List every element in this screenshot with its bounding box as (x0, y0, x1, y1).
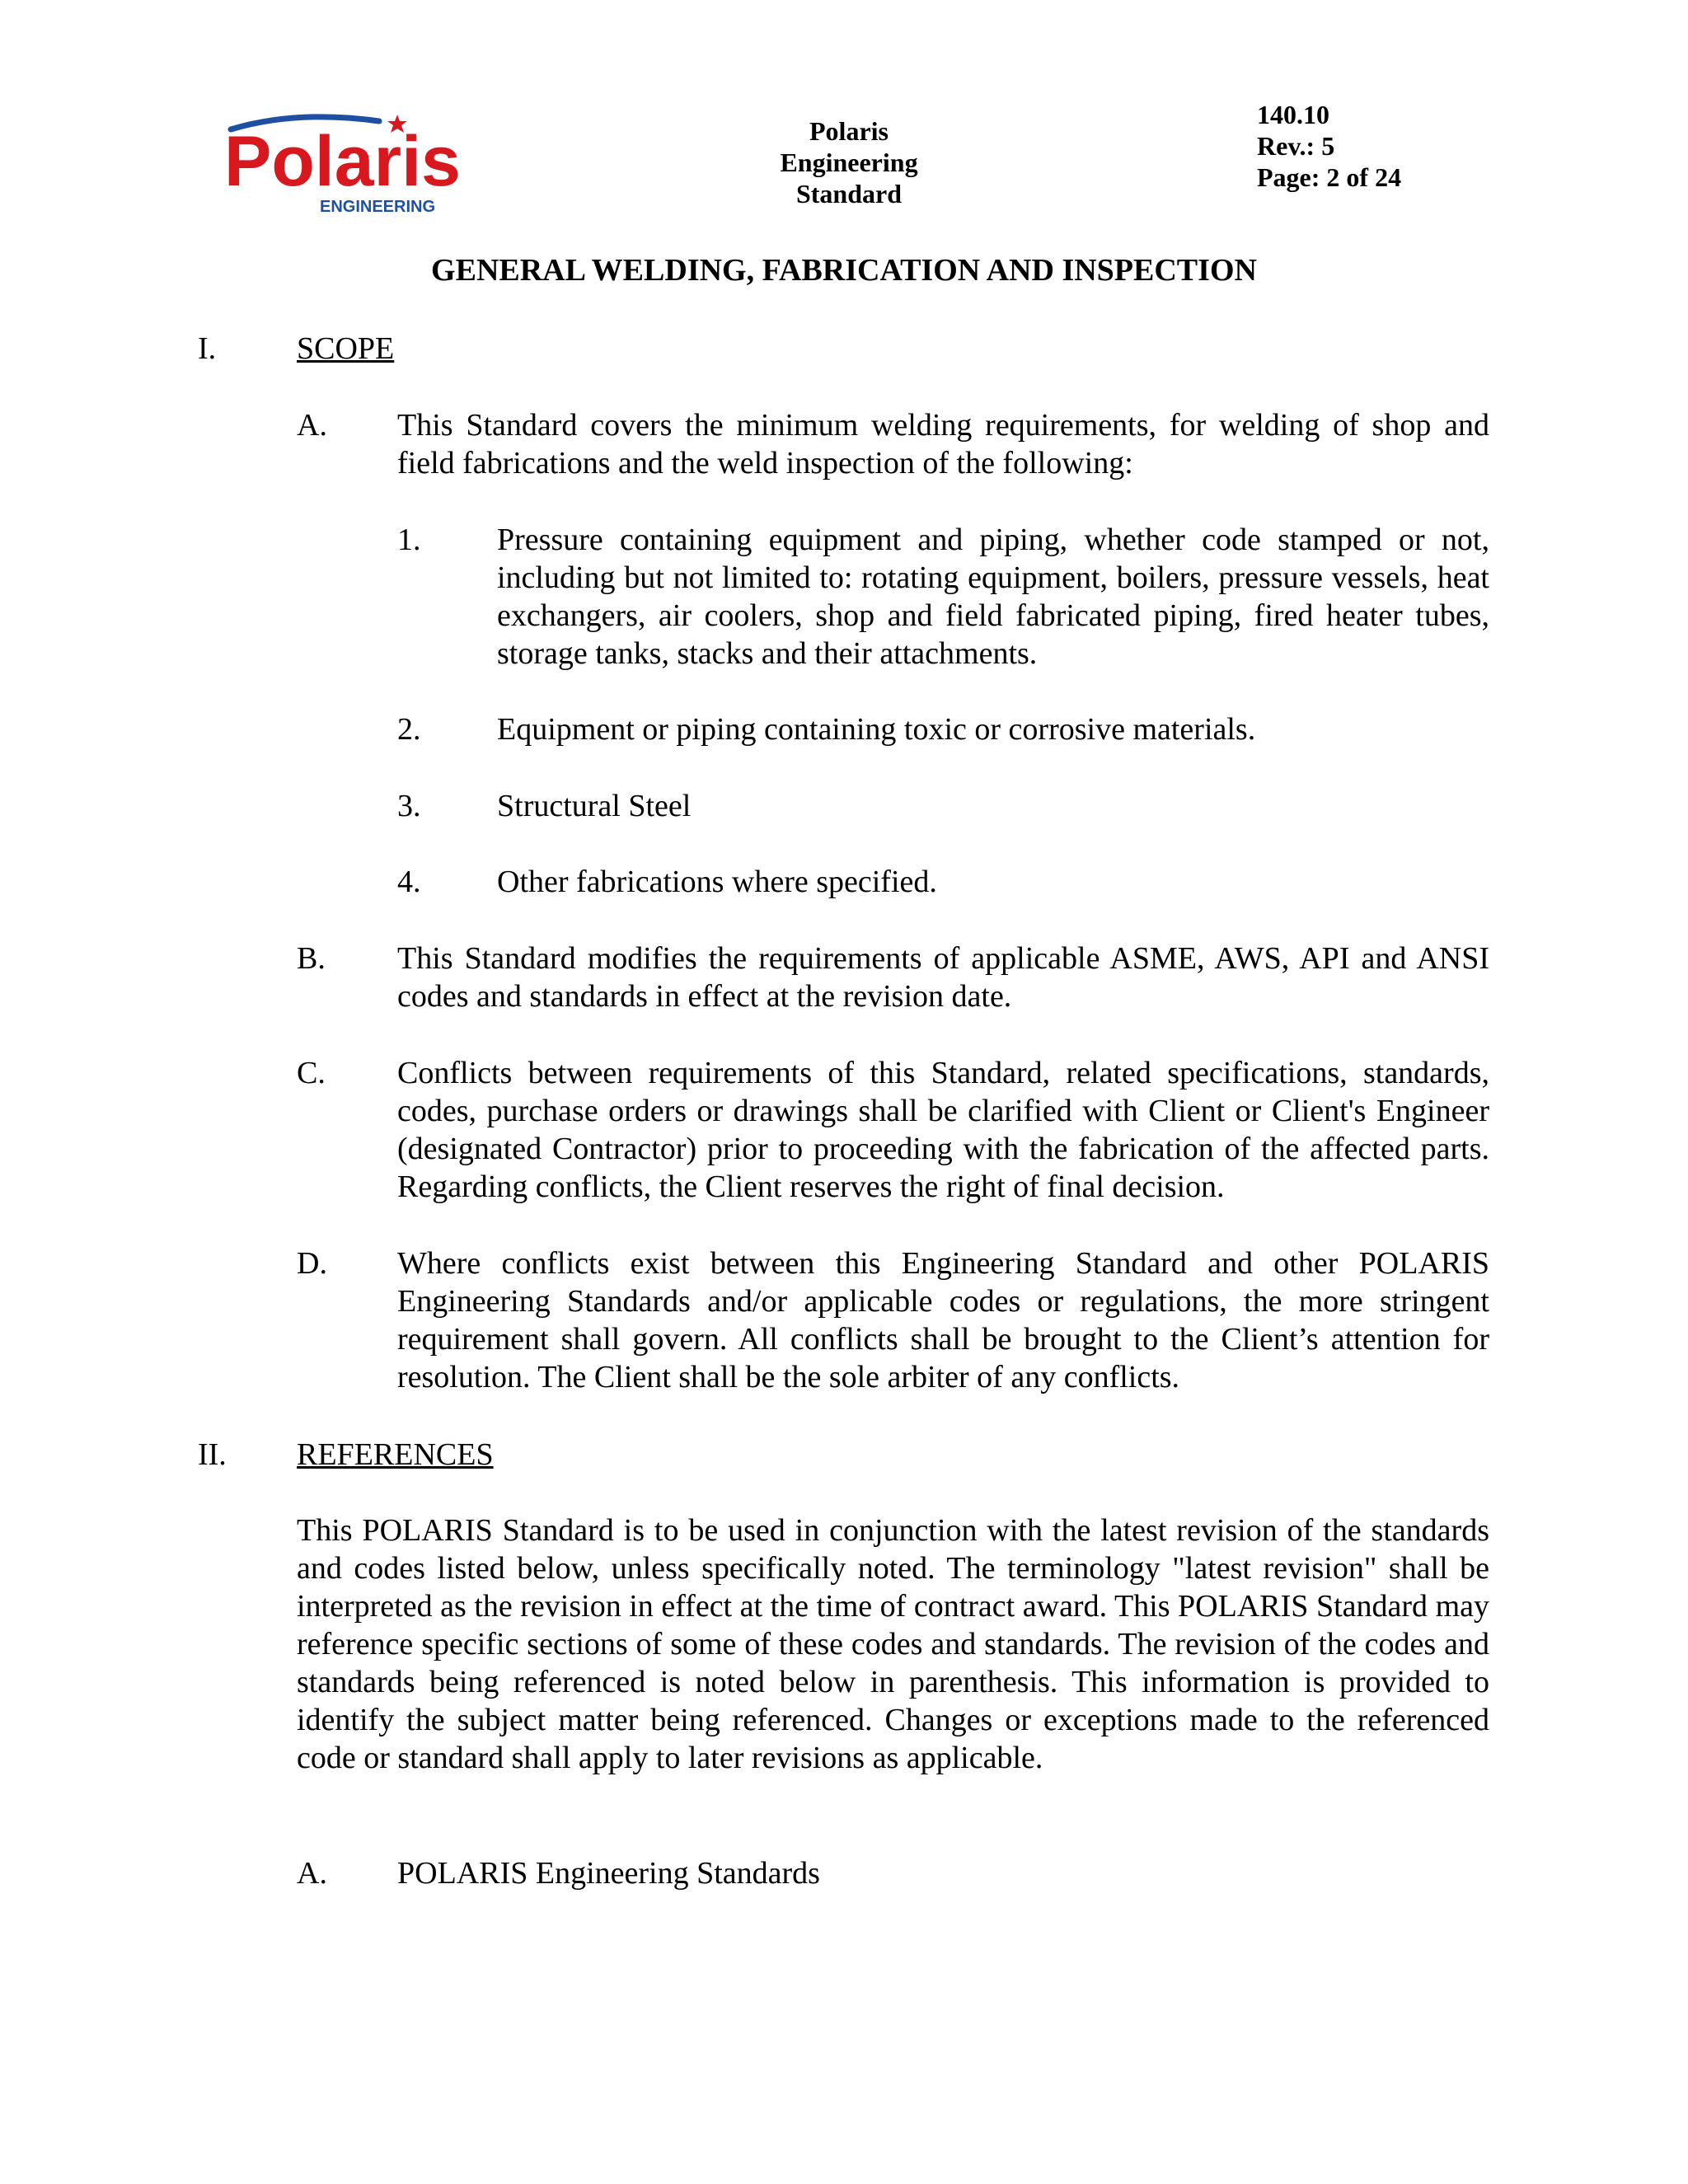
header-standard-label (725, 115, 973, 209)
scope-d-label: D. (297, 1246, 327, 1281)
company-logo (223, 111, 461, 216)
references-a-label: A. (297, 1856, 327, 1891)
scope-a-text: This Standard covers the minimum welding requirements, for welding of shop and field fabrications and the weld inspection of the following: (397, 408, 1489, 480)
scope-item-1-text: Pressure containing equipment and piping, whether code stamped or not, including but not limited to: rotating equipment, boilers, pressure vessels, heat exchangers, air coolers, shop and field fabricated piping, fired heater tubes, storage tanks, stacks and their attachments. (497, 523, 1489, 671)
scope-item-2-label: 2. (397, 712, 421, 747)
header-line-2: Engineering (780, 148, 918, 177)
document-title: GENERAL WELDING, FABRICATION AND INSPECTION (431, 253, 1257, 288)
scope-item-4-text: Other fabrications where specified. (497, 865, 937, 899)
scope-item-1-label: 1. (397, 523, 421, 557)
header-doc-info (1257, 99, 1471, 193)
logo-wordmark: Polaris (224, 122, 461, 201)
doc-number: 140.10 (1257, 100, 1329, 129)
polaris-logo-icon (223, 111, 461, 216)
scope-item-4-label: 4. (397, 865, 421, 899)
scope-item-2-text: Equipment or piping containing toxic or corrosive materials. (497, 712, 1256, 747)
section-heading-scope: SCOPE (297, 331, 395, 366)
scope-d-text: Where conflicts exist between this Engineering Standard and other POLARIS Engineering Standards and/or applicable codes or regulations, the more stringent requirement shall govern. All conflicts shall be brought to the Client’s attention for resolution. The Client shall be the sole arbiter of any conflicts. (397, 1246, 1489, 1394)
section-heading-references: REFERENCES (297, 1437, 494, 1472)
section-number-scope: I. (198, 331, 217, 366)
scope-b-label: B. (297, 941, 326, 976)
logo-subtext: ENGINEERING (320, 198, 436, 216)
doc-page: Page: 2 of 24 (1257, 162, 1402, 192)
header-line-1: Polaris (809, 116, 889, 146)
scope-c-label: C. (297, 1056, 326, 1090)
references-a-text: POLARIS Engineering Standards (397, 1856, 820, 1891)
scope-item-3-label: 3. (397, 789, 421, 823)
header-line-3: Standard (795, 179, 903, 209)
scope-item-3-text: Structural Steel (497, 789, 692, 823)
section-number-references: II. (198, 1437, 227, 1472)
doc-revision: Rev.: 5 (1257, 131, 1335, 161)
scope-b-text: This Standard modifies the requirements of applicable ASME, AWS, API and ANSI codes and standards in effect at the revision date. (397, 941, 1489, 1014)
scope-c-text: Conflicts between requirements of this Standard, related specifications, standards, codes, purchase orders or drawings shall be clarified with Client or Client's Engineer (designated Contractor) prior to proceeding with the fabrication of the affected parts. Regarding conflicts, the Client reserves the right of final decision. (397, 1056, 1489, 1204)
references-intro: This POLARIS Standard is to be used in conjunction with the latest revision of the standards and codes listed below, unless specifically noted. The terminology "latest revision" shall be interpreted as the revision in effect at the time of contract award. This POLARIS Standard may reference specific sections of some of these codes and standards. The revision of the codes and standards being referenced is noted below in parenthesis. This information is provided to identify the subject matter being referenced. Changes or exceptions made to the referenced code or standard shall apply to later revisions as applicable. (297, 1513, 1489, 1775)
scope-a-label: A. (297, 408, 327, 443)
